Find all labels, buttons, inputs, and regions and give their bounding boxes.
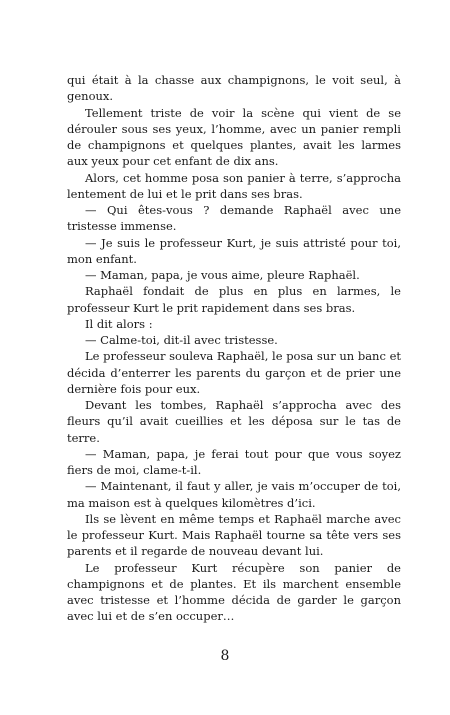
- paragraph: Il dit alors :: [85, 316, 153, 331]
- paragraph: Ils se lèvent en même temps et Raphaël marche avec le professeur Kurt. Mais Raphaël tourne sa tête vers ses parents et il regarde de nouveau devant lui.: [67, 511, 401, 559]
- paragraph: qui était à la chasse aux champignons, le voit seul, à genoux.: [67, 73, 401, 104]
- paragraph: Devant les tombes, Raphaël s’approcha avec des fleurs qu’il avait cueillies et les déposa sur le tas de terre.: [67, 398, 401, 445]
- paragraph: — Je suis le professeur Kurt, je suis attristé pour toi, mon enfant.: [67, 235, 401, 266]
- paragraph: — Maman, papa, je ferai tout pour que vous soyez fiers de moi, clame-t-il.: [67, 446, 401, 477]
- paragraph: — Calme-toi, dit-il avec tristesse.: [85, 333, 278, 347]
- paragraph: — Maman, papa, je vous aime, pleure Raphaël.: [85, 268, 360, 282]
- paragraph: — Qui êtes-vous ? demande Raphaël avec une tristesse immense.: [67, 203, 401, 234]
- paragraph: — Maintenant, il faut y aller, je vais m’occuper de toi, ma maison est à quelques kilomètres d’ici.: [67, 479, 401, 510]
- paragraph: Raphaël fondait de plus en plus en larmes, le professeur Kurt le prit rapidement dans ses bras.: [67, 284, 401, 315]
- paragraph: Alors, cet homme posa son panier à terre, s’approcha lentement de lui et le prit dans ses bras.: [67, 170, 401, 201]
- paragraph: Tellement triste de voir la scène qui vient de se dérouler sous ses yeux, l’homme, avec un panier rempli de champignons et quelques plantes, avait les larmes aux yeux pour cet enfant de dix ans.: [67, 105, 401, 169]
- paragraph: Le professeur Kurt récupère son panier de champignons et de plantes. Et ils marchent ensemble avec tristesse et l’homme décida de garder le garçon avec lui et de s’en occuper…: [67, 560, 401, 624]
- page-number: 8: [220, 648, 230, 664]
- body-text: [67, 72, 401, 625]
- paragraph: Le professeur souleva Raphaël, le posa sur un banc et décida d’enterrer les parents du garçon et de prier une dernière fois pour eux.: [67, 349, 401, 396]
